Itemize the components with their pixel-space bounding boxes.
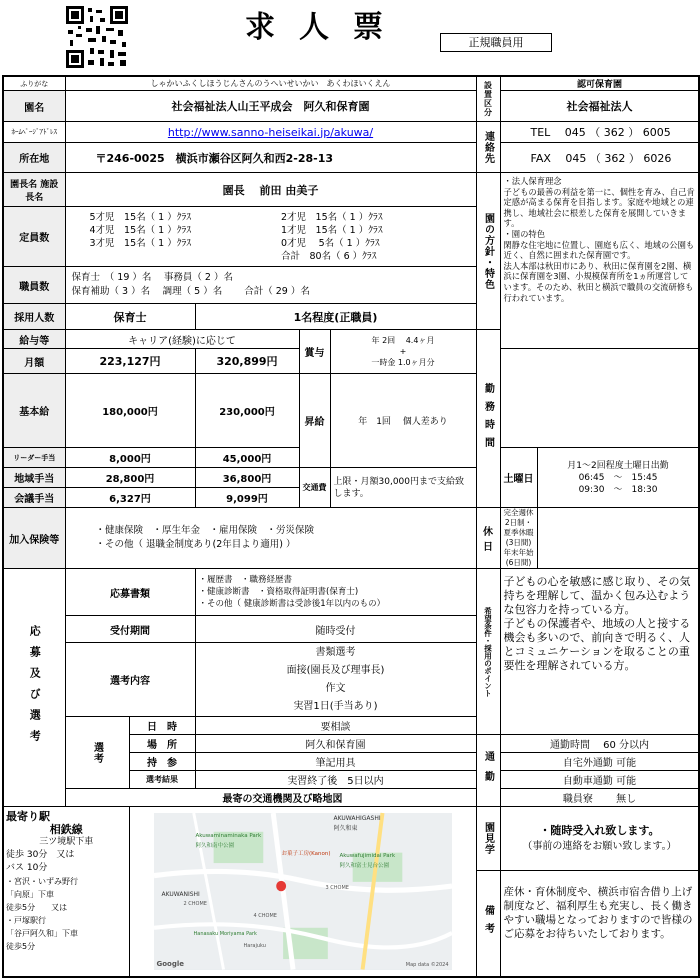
- pay-career: キャリア(経験)に応じて: [65, 330, 299, 349]
- website-cell: [65, 122, 476, 143]
- capacity-total: 合計 80名（ 6 ）ｸﾗｽ: [281, 250, 377, 262]
- bring-label: 持 参: [129, 753, 195, 771]
- staff-line-1: 保育士 （ 19 ）名 事務員（ 2 ）名: [71, 272, 233, 283]
- bus2-stop: 「谷戸阿久和」下車: [6, 929, 78, 938]
- facility-name: 社会福祉法人山王平成会 阿久和保育園: [65, 91, 476, 122]
- commute-dorm: 職員寮 無し: [500, 789, 699, 807]
- application-label: 応募及び選考: [28, 624, 42, 751]
- monthly-max: 320,899円: [195, 349, 299, 374]
- pay-row-max: 230,000円: [195, 374, 299, 448]
- staff-line-2: 保育補助（ 3 ）名 調理（ 5 ）名 合計（ 29 ）名: [71, 286, 310, 297]
- policy-label: 園の方針・特色: [476, 173, 500, 330]
- map-label: Map data ©2024: [405, 961, 449, 968]
- sat-shift-1: 06:45 ～ 15:45: [578, 472, 658, 483]
- result-label: 選考結果: [129, 771, 195, 789]
- station-name: 三ツ境駅下車: [39, 837, 94, 847]
- fax: FAX 045 （ 362 ） 6026: [500, 143, 699, 173]
- documents-line: ・健康診断書 ・資格取得証明書(保育士): [198, 587, 359, 597]
- bus2-walk: 徒歩5分: [6, 942, 36, 951]
- station-bus: バス 10分: [6, 863, 48, 873]
- pay-row-min: 180,000円: [65, 374, 195, 448]
- access-label: 最寄の交通機関及び略地図: [65, 789, 500, 807]
- pay-row-label: 地域手当: [3, 468, 65, 488]
- documents-cell: [195, 569, 476, 616]
- remarks-cell: [500, 871, 699, 977]
- tour-label: 園見学: [476, 807, 500, 871]
- pay-row-label: 会議手当: [3, 488, 65, 508]
- raise-label: 昇給: [299, 374, 330, 468]
- period-value: 随時受付: [195, 616, 476, 643]
- map-label: 阿久和南中公園: [195, 843, 235, 849]
- map-label: Hanasaku Moriyama Park: [193, 931, 257, 937]
- pay-row-min: 8,000円: [65, 448, 195, 468]
- capacity-item: 2才児 15名（ 1 ）ｸﾗｽ: [281, 211, 383, 223]
- commute-car: 自動車通勤 可能: [500, 771, 699, 789]
- map-label: Harajuku: [243, 943, 266, 949]
- documents-line: ・その他（ 健康診断書は受診後1年以内のもの）: [198, 599, 386, 609]
- monthly-label: 月額: [3, 349, 65, 374]
- datetime-value: 要相談: [195, 717, 476, 735]
- selection-item: 面接(園長及び理事長): [286, 664, 385, 676]
- pay-row-max: 36,800円: [195, 468, 299, 488]
- address-label: 所在地: [3, 143, 65, 173]
- map-label: 2 CHOME: [183, 901, 207, 907]
- job-posting-table: [2, 75, 700, 978]
- map-label: Akuwafujimidai Park: [339, 853, 396, 859]
- station-walk: 徒歩 30分 又は: [6, 850, 75, 860]
- insurance-cell: [65, 508, 476, 569]
- result-value: 実習終了後 5日以内: [195, 771, 476, 789]
- ideal-cell: [500, 569, 699, 735]
- bonus-cell: [330, 330, 476, 374]
- sat-hours: [537, 448, 699, 508]
- tel: TEL 045 （ 362 ） 6005: [500, 122, 699, 143]
- bonus-plus: +: [399, 347, 407, 356]
- hiring-label: 採用人数: [3, 304, 65, 330]
- map-label: お菓子工房(Kanon): [281, 851, 331, 857]
- map-label: Akuwaminaminaka Park: [195, 833, 262, 839]
- capacity-cell: [65, 207, 476, 267]
- website-label: ﾎｰﾑﾍﾟｰｼﾞｱﾄﾞﾚｽ: [3, 122, 65, 143]
- map-label: 阿久和富士見台公園: [339, 863, 390, 869]
- sat-label: 土曜日: [500, 448, 537, 508]
- pay-label: 給与等: [3, 330, 65, 349]
- station-title: 最寄り駅: [6, 810, 50, 823]
- exam-label: 選考: [65, 717, 129, 789]
- furigana-value: しゃかいふくしほうじんさんのうへいせいかい あくわほいくえん: [65, 76, 476, 91]
- datetime-label: 日 時: [129, 717, 195, 735]
- contact-label: 連絡先: [476, 122, 500, 173]
- map-label: 3 CHOME: [325, 885, 349, 891]
- station-line: 相鉄線: [49, 823, 83, 836]
- pay-row-min: 28,800円: [65, 468, 195, 488]
- access-map[interactable]: [154, 813, 452, 970]
- holiday-label: 休日: [476, 508, 500, 569]
- pay-row-max: 45,000円: [195, 448, 299, 468]
- holiday-line-1: 完全週休2日制・夏季休暇(3日間): [503, 508, 534, 547]
- commute-label: 通勤: [476, 735, 500, 807]
- remarks-text: 産休・育休制度や、横浜市宿舎借り上げ制度など、福利厚生も充実し、長く働きやすい職場となっておりますので皆様のご応募をお待ちいたしております。: [503, 886, 693, 940]
- facility-category: 認可保育園: [500, 76, 699, 91]
- qr-code: [66, 6, 128, 68]
- raise-value: 年 1回 個人差あり: [330, 374, 476, 468]
- pay-row-min: 6,327円: [65, 488, 195, 508]
- tour-line-2: （事前の連絡をお願い致します。）: [522, 840, 677, 852]
- insurance-label: 加入保険等: [3, 508, 65, 569]
- page-title: 求人票: [245, 10, 407, 45]
- bonus-line-2: 一時金 1.0ヶ月分: [371, 358, 435, 367]
- insurance-line-1: ・健康保険 ・厚生年金 ・雇用保険 ・労災保険: [95, 525, 315, 536]
- bus1-stop: 「向原」下車: [6, 890, 54, 899]
- bus1-route: ・宮沢・いずみ野行: [6, 877, 78, 886]
- director-label: 園長名 施設長名: [3, 173, 65, 207]
- ideal-text: 子どもの心を敏感に感じ取り、その気持ちを理解して、温かく包み込むような包容力を持っている方。 子どもの保護者や、地域の人と接する機会も多いので、前向きで明るく、人とコミュニケーションを取ることの重要性を理解されている方。: [503, 575, 691, 672]
- website-link[interactable]: http://www.sanno-heiseikai.jp/akuwa/: [167, 125, 374, 139]
- director-name: 園長 前田 由美子: [65, 173, 476, 207]
- documents-label: 応募書類: [65, 569, 195, 616]
- staff-label: 職員数: [3, 267, 65, 304]
- transport-label: 交通費: [299, 468, 330, 508]
- commute-outside: 自宅外通勤 可能: [500, 753, 699, 771]
- tour-cell: [500, 807, 699, 871]
- hiring-job: 保育士: [65, 304, 195, 330]
- map-cell: [129, 807, 476, 977]
- hours-label: 勤務時間: [476, 330, 500, 508]
- category-label: 設置区分: [476, 76, 500, 122]
- pay-row-label: 基本給: [3, 374, 65, 448]
- map-label: 4 CHOME: [253, 913, 277, 919]
- bring-value: 筆記用具: [195, 753, 476, 771]
- bonus-label: 賞与: [299, 330, 330, 374]
- transport-value: 上限・月額30,000円まで支給致します。: [330, 468, 476, 508]
- map-label: Google: [156, 959, 185, 968]
- map-label: AKUWANISHI: [161, 891, 200, 898]
- policy-body: ・法人保育理念 子どもの最善の利益を第一に、個性を育み、自己肯定感が高まる保育を目指します。家庭や地域との連携し、地域社会に根差した保育を展開していきます。 ・園の特色 閑静な住宅地に位置し、園庭も広く、地域の公園も近く、自然に囲まれた保育園です。 法人本部は秋田市にあり、秋田に保育園を2園、横浜に保育園を3園、小規模保育所を1ヵ所運営しています。そのため、秋田と横浜で職員の交流研修も行われています。: [503, 176, 695, 303]
- bus1-walk: 徒歩5分 又は: [6, 903, 68, 912]
- capacity-item: 5才児 15名（ 1 ）ｸﾗｽ: [89, 211, 191, 223]
- place-label: 場 所: [129, 735, 195, 753]
- capacity-grid: [90, 211, 473, 263]
- application-label-cell: [3, 569, 65, 807]
- capacity-item: 1才児 15名（ 1 ）ｸﾗｽ: [281, 224, 383, 236]
- operator-type: 社会福祉法人: [500, 91, 699, 122]
- capacity-item: 0才児 5名（ 1 ）ｸﾗｽ: [281, 237, 380, 249]
- bus2-route: ・戸塚駅行: [6, 916, 46, 925]
- staff-cell: [65, 267, 476, 304]
- holiday-cell: [500, 508, 537, 569]
- selection-item: 作文: [325, 682, 346, 694]
- selection-item: 書類選考: [315, 646, 356, 658]
- tour-line-1: ・随時受入れ致します。: [539, 823, 660, 837]
- capacity-label: 定員数: [3, 207, 65, 267]
- access-cell: [3, 807, 129, 977]
- bonus-line-1: 年 2回 4.4ヶ月: [371, 336, 435, 345]
- map-label: 阿久和東: [333, 825, 358, 832]
- documents-line: ・履歴書 ・職務経歴書: [198, 575, 293, 585]
- capacity-item: 3才児 15名（ 1 ）ｸﾗｽ: [89, 237, 191, 249]
- place-value: 阿久和保育園: [195, 735, 476, 753]
- remarks-label: 備考: [476, 871, 500, 977]
- hiring-count: 1名程度(正職員): [195, 304, 476, 330]
- holiday-line-2: 年末年始(6日間): [503, 548, 534, 567]
- map-label: AKUWAHIGASHI: [333, 815, 381, 822]
- pay-row-label: リーダー手当: [3, 448, 65, 468]
- capacity-item: 4才児 15名（ 1 ）ｸﾗｽ: [89, 224, 191, 236]
- furigana-label: ふりがな: [3, 76, 65, 91]
- policy-text: [500, 173, 699, 349]
- address: 〒246-0025 横浜市瀬谷区阿久和西2-28-13: [65, 143, 476, 173]
- insurance-line-2: ・その他（ 退職金制度あり(2年目より適用) ）: [95, 539, 296, 550]
- selection-cell: [195, 643, 476, 717]
- selection-label: 選考内容: [65, 643, 195, 717]
- monthly-min: 223,127円: [65, 349, 195, 374]
- pay-row-max: 9,099円: [195, 488, 299, 508]
- selection-item: 実習1日(手当あり): [293, 700, 378, 712]
- employment-type-badge: 正規職員用: [440, 33, 552, 52]
- name-label: 園名: [3, 91, 65, 122]
- commute-time: 通勤時間 60 分以内: [500, 735, 699, 753]
- ideal-label: 希望条件・採用のポイント: [476, 569, 500, 735]
- sat-note: 月1～2回程度土曜日出勤: [567, 460, 669, 471]
- period-label: 受付期間: [65, 616, 195, 643]
- sat-shift-2: 09:30 ～ 18:30: [578, 484, 658, 495]
